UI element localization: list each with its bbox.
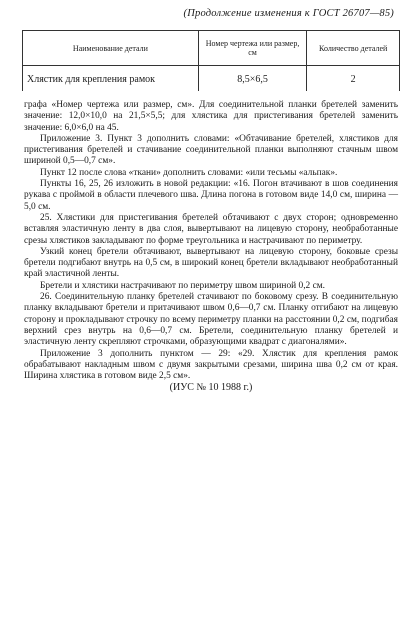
document-body <box>24 100 398 394</box>
header-quantity: Количество деталей <box>307 31 400 66</box>
cell-part-name: Хлястик для крепления рамок <box>23 66 199 92</box>
header-part-name: Наименование детали <box>23 31 199 66</box>
paragraph: Приложение 3 дополнить пунктом — 29: «29. Хлястик для крепления рамок обрабатывают накладным швом с двумя закрытыми срезами, ширина шва 0,2 см от края. Ширина хлястика в готовом виде 2,5 см». <box>24 348 398 382</box>
paragraph: Пункты 16, 25, 26 изложить в новой редакции: «16. Погон втачивают в шов соединения рукава с проймой в области плечевого шва. Длина погона в готовом виде 14,0 см, ширина — 5,0 см. <box>24 179 398 212</box>
paragraph: Приложение 3. Пункт 3 дополнить словами: «Обтачивание бретелей, хлястиков для пристегивания бретелей и стачивание соединительной планки выполняют стачным швом шириной 0,5—0,7 см». <box>24 133 398 167</box>
table-row <box>23 66 400 92</box>
header-drawing-size: Номер чертежа или размер, см <box>198 31 307 66</box>
paragraph: Узкий конец бретели обтачивают, вывертывают на лицевую сторону, боковые срезы бретели подгибают внутрь на 0,5 см, в широкий конец бретели вкладывают необработанный край эластичной ленты. <box>24 246 398 280</box>
publication-reference: (ИУС № 10 1988 г.) <box>169 382 253 394</box>
paragraph: Пункт 12 после слова «ткани» дополнить словами: «или тесьмы «альпак». <box>40 167 338 178</box>
continuation-header: (Продолжение изменения к ГОСТ 26707—85) <box>183 8 394 19</box>
cell-size: 8,5×6,5 <box>198 66 307 92</box>
table-header-row <box>23 31 400 66</box>
cell-quantity: 2 <box>307 66 400 92</box>
paragraph: 25. Хлястики для пристегивания бретелей обтачивают с двух сторон; одновременно вставляя эластичную ленту в два слоя, вывертывают на лицевую сторону, необработанные срезы хлястиков закладывают по форме треугольника и настрачивают по периметру. <box>24 212 398 246</box>
paragraph: 26. Соединительную планку бретелей стачивают по боковому срезу. В соединительную планку вкладывают бретели и притачивают швом 0,6—0,7 см. Планку отгибают на лицевую сторону и прокладывают строчку по всему периметру планки на расстоянии 0,2 см, подгибая верхний срез внутрь на 0,6—0,7 см. Бретели, соединительную планку бретелей и эластичную ленту скрепляют строчками, образующими квадрат с диагоналями». <box>24 292 398 348</box>
parts-table <box>22 30 400 91</box>
paragraph: Бретели и хлястики настрачивают по периметру швом шириной 0,2 см. <box>40 280 326 291</box>
paragraph: графа «Номер чертежа или размер, см». Для соединительной планки бретелей заменить значение: 12,0×10,0 на 21,5×5,5; для хлястика для пристегивания бретелей заменить значение: 6,0×6,0 на 45. <box>24 100 398 133</box>
